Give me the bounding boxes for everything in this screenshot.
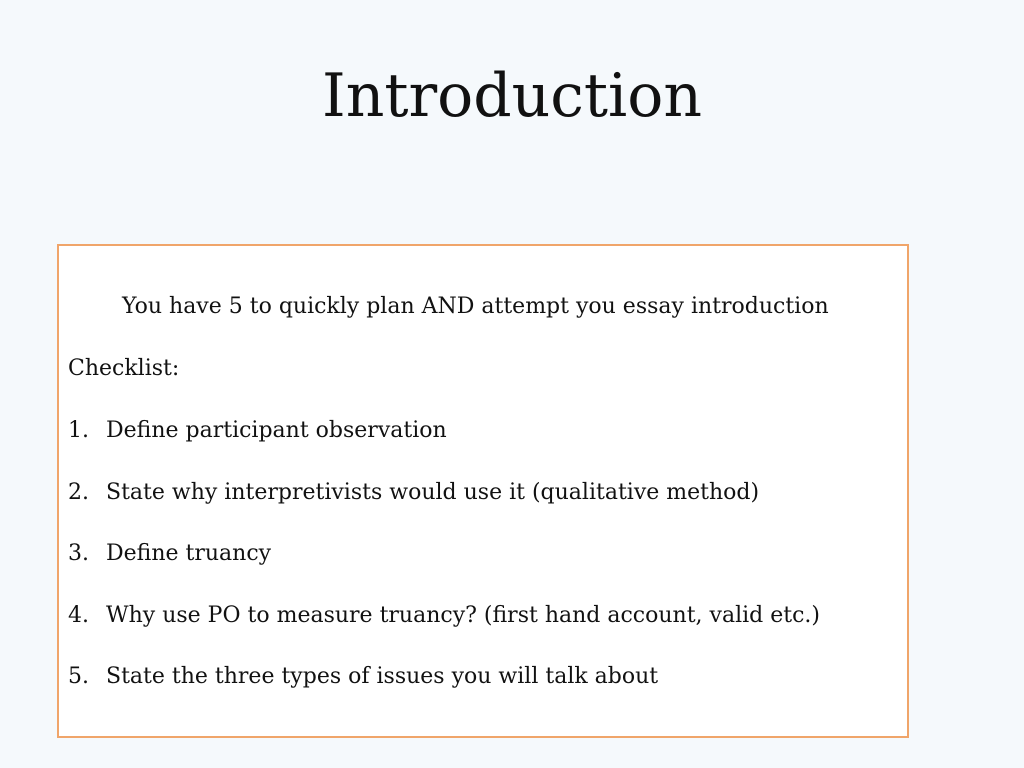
slide-title: Introduction (322, 61, 702, 131)
item-text: Why use PO to measure truancy? (first hand account, valid etc.) (106, 602, 820, 628)
checklist-item (68, 662, 820, 692)
checklist (68, 416, 820, 724)
item-number: 2. (68, 479, 89, 505)
item-number: 1. (68, 418, 89, 443)
item-number: 3. (68, 541, 89, 566)
checklist-label: Checklist: (68, 356, 180, 381)
item-text: State why interpretivists would use it (qualitative method) (106, 479, 760, 505)
item-text: Define truancy (106, 541, 272, 566)
checklist-item (68, 478, 820, 508)
item-text: State the three types of issues you will talk about (106, 664, 659, 689)
item-text: Define participant observation (106, 418, 447, 443)
item-number: 5. (68, 664, 89, 689)
intro-text: You have 5 to quickly plan AND attempt you essay introduction (122, 294, 829, 319)
checklist-item (68, 601, 820, 631)
checklist-item (68, 539, 820, 569)
content-box (57, 244, 909, 738)
item-number: 4. (68, 602, 89, 628)
checklist-item (68, 416, 820, 446)
